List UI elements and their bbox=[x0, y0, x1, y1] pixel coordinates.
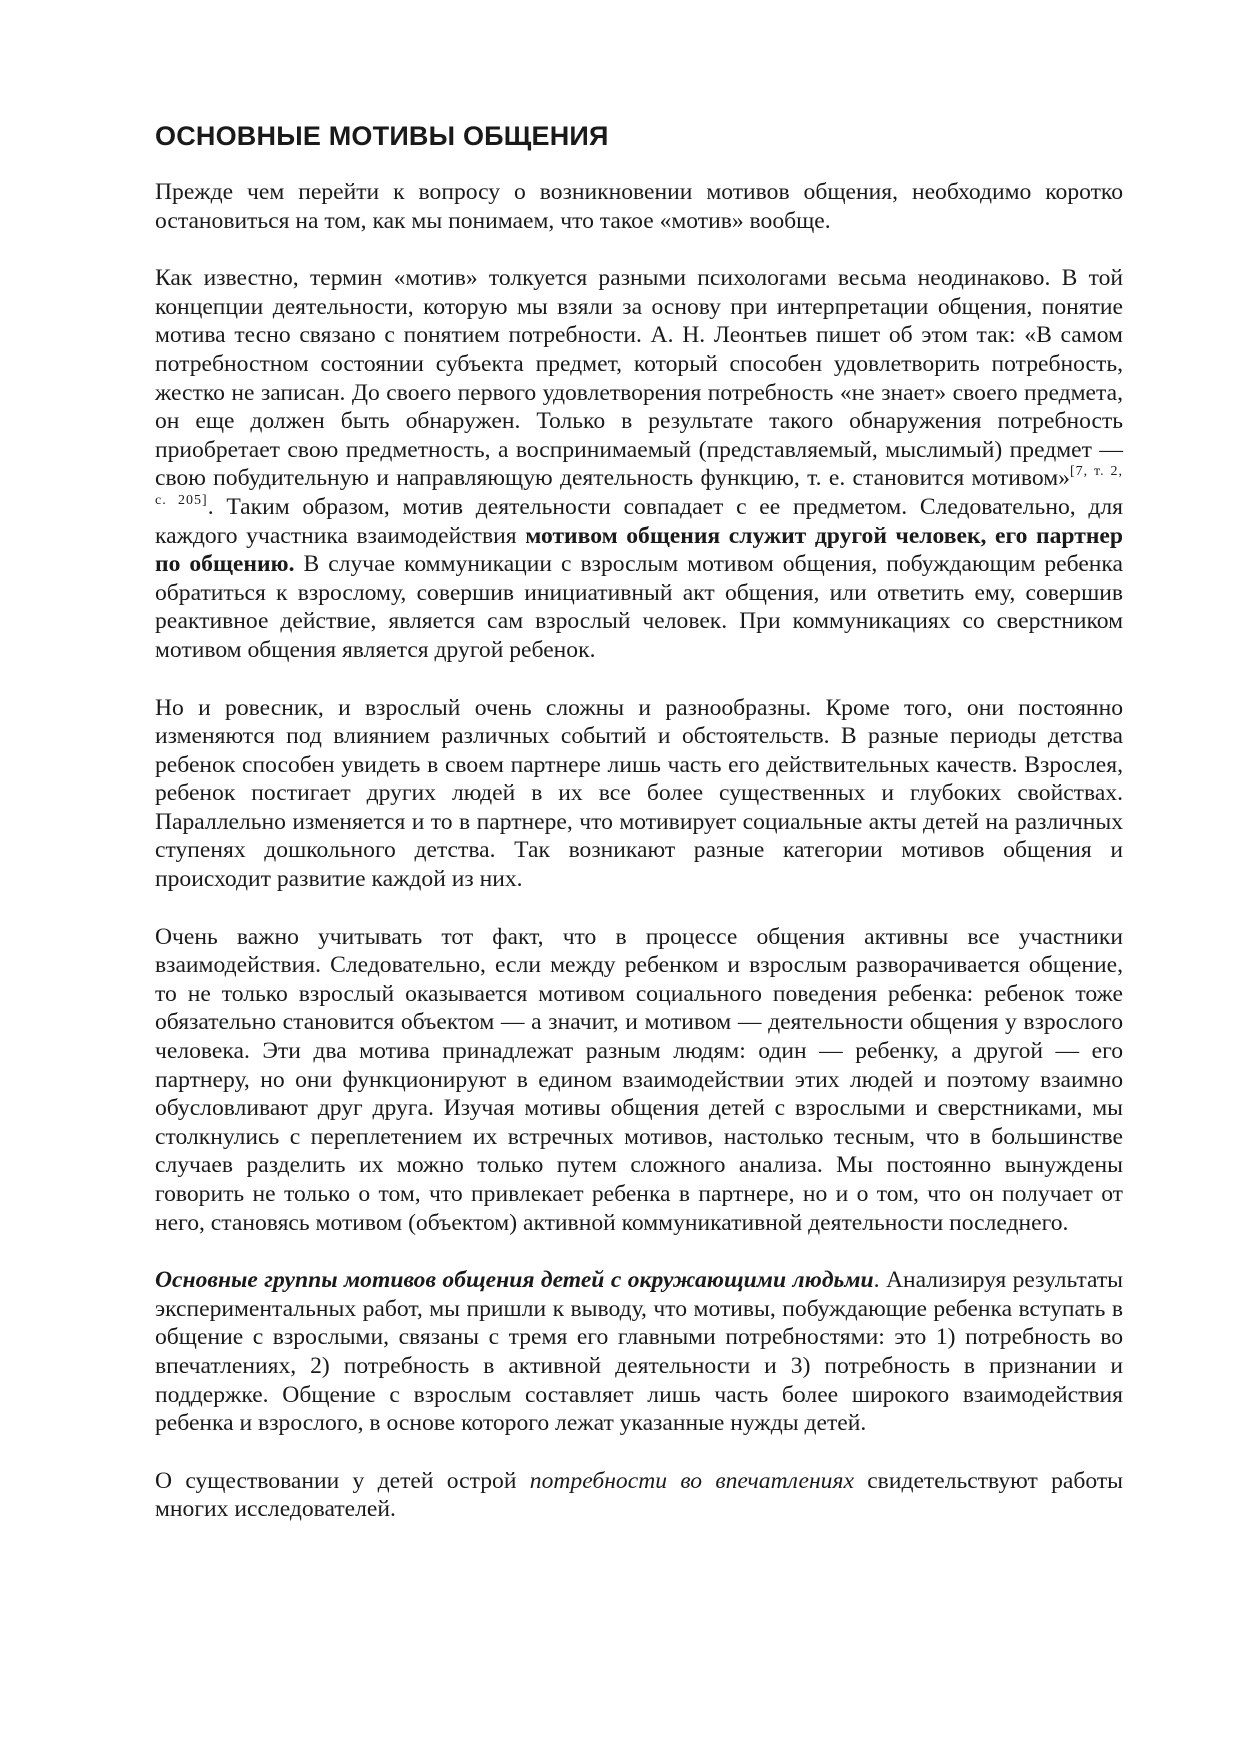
paragraph-text: . Анализируя результаты экспериментальных работ, мы пришли к выводу, что мотивы, побуждающие ребенка вступать в общение с взрослыми, связаны с тремя его главными потребностями: это 1) потребность во впечатлениях, 2) потребность в активной деятельности и 3) потребность в признании и поддержке. Общение с взрослым составляет лишь часть более широкого взаимодействия ребенка и взрослого, в основе которого лежат указанные нужды детей. bbox=[155, 1267, 1123, 1437]
bold-emphasis: мотивом общения служит другой человек, его партнер по общению. bbox=[155, 522, 1124, 578]
paragraph-3 bbox=[155, 694, 1123, 894]
paragraph-2 bbox=[155, 264, 1123, 664]
paragraph-text: Прежде чем перейти к вопросу о возникновении мотивов общения, необходимо коротко остановиться на том, как мы понимаем, что такое «мотив» вообще. bbox=[155, 179, 1123, 234]
paragraph-text: В случае коммуникации с взрослым мотивом общения, побуждающим ребенка обратиться к взрослому, совершив инициативный акт общения, или ответить ему, совершив реактивное действие, является сам взрослый человек. При коммуникациях со сверстником мотивом общения является другой ребенок. bbox=[155, 551, 1124, 663]
paragraph-text: свидетельствуют работы многих исследователей. bbox=[155, 1467, 1123, 1523]
paragraph-text: Но и ровесник, и взрослый очень сложны и разнообразны. Кроме того, они постоянно изменяются под влиянием различных событий и обстоятельств. В разные периоды детства ребенок способен увидеть в своем партнере лишь часть его действительных качеств. Взрослея, ребенок постигает других людей в их все более существенных и глубоких свойствах. Параллельно изменяется и то в партнере, что мотивирует социальные акты детей на различных ступенях дошкольного детства. Так возникают разные категории мотивов общения и происходит развитие каждой из них. bbox=[155, 694, 1123, 893]
section-heading-inline: Основные группы мотивов общения детей с окружающими людьми bbox=[155, 1267, 874, 1294]
paragraph-text: О существовании у детей острой bbox=[155, 1467, 530, 1494]
page-title: ОСНОВНЫЕ МОТИВЫ ОБЩЕНИЯ bbox=[155, 121, 609, 151]
italic-emphasis: потребности во впечатлениях bbox=[529, 1467, 854, 1494]
paragraph-6 bbox=[155, 1467, 1123, 1524]
paragraph-1 bbox=[155, 178, 1123, 235]
paragraph-5 bbox=[155, 1266, 1123, 1438]
paragraph-text: . Таким образом, мотив деятельности совпадает с ее предметом. Следовательно, для каждого участника взаимодействия bbox=[155, 493, 1123, 549]
document-page bbox=[155, 118, 1123, 1553]
paragraph-text: Очень важно учитывать тот факт, что в процессе общения активны все участники взаимодействия. Следовательно, если между ребенком и взрослым разворачивается общение, то не только взрослый оказывается мотивом социального поведения ребенка: ребенок тоже обязательно становится объектом — а значит, и мотивом — деятельности общения у взрослого человека. Эти два мотива принадлежат разным людям: один — ребенку, а другой — его партнеру, но они функционируют в едином взаимодействии этих людей и поэтому взаимно обусловливают друг друга. Изучая мотивы общения детей с взрослыми и сверстниками, мы столкнулись с переплетением их встречных мотивов, настолько тесным, что в большинстве случаев разделить их можно только путем сложного анализа. Мы постоянно вынуждены говорить не только о том, что привлекает ребенка в партнере, но и о том, что он получает от него, становясь мотивом (объектом) активной коммуникативной деятельности последнего. bbox=[155, 923, 1123, 1236]
paragraph-text: Как известно, термин «мотив» толкуется разными психологами весьма неодинаково. В той концепции деятельности, которую мы взяли за основу при интерпретации общения, понятие мотива тесно связано с понятием потребности. А. Н. Леонтьев пишет об этом так: «В самом потребностном состоянии субъекта предмет, который способен удовлетворить потребность, жестко не записан. До своего первого удовлетворения потребность «не знает» своего предмета, он еще должен быть обнаружен. Только в результате такого обнаружения потребность приобретает свою предметность, а воспринимаемый (представляемый, мыслимый) предмет — свою побудительную и направляющую деятельность функцию, т. е. становится мотивом» bbox=[155, 265, 1123, 492]
citation-reference: [7, т. 2, с. 205] bbox=[155, 464, 1123, 508]
paragraph-4 bbox=[155, 923, 1123, 1238]
